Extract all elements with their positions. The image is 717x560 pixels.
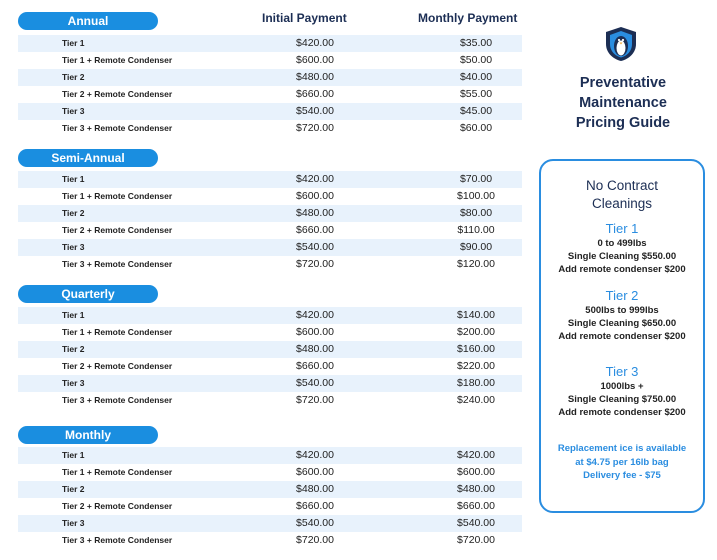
section-label-quarterly: Quarterly	[18, 285, 158, 303]
initial-payment: $720.00	[296, 122, 334, 134]
section-label-monthly: Monthly	[18, 426, 158, 444]
row-name: Tier 3	[62, 106, 85, 116]
tier-2-remote: Add remote condenser $200	[558, 331, 686, 342]
initial-payment: $720.00	[296, 534, 334, 546]
monthly-payment: $80.00	[459, 207, 493, 219]
pricing-table-quarterly	[18, 307, 522, 409]
table-row	[18, 375, 522, 392]
section-label-annual: Annual	[18, 12, 158, 30]
initial-payment: $540.00	[296, 517, 334, 529]
initial-payment: $660.00	[296, 224, 334, 236]
table-row	[18, 515, 522, 532]
monthly-payment: $240.00	[457, 394, 495, 406]
tier-1-remote: Add remote condenser $200	[558, 264, 686, 275]
tier-1-name: Tier 1	[605, 221, 639, 236]
row-name: Tier 2 + Remote Condenser	[62, 89, 173, 99]
card-heading-line-2: Cleanings	[591, 196, 653, 211]
card-heading	[541, 177, 703, 213]
initial-payment: $420.00	[296, 37, 334, 49]
tier-3-block	[541, 364, 703, 419]
initial-payment: $480.00	[296, 71, 334, 83]
initial-payment: $420.00	[296, 449, 334, 461]
tier-2-single: Single Cleaning $650.00	[567, 318, 677, 329]
table-row	[18, 392, 522, 409]
penguin-shield-icon	[604, 26, 638, 62]
table-row	[18, 188, 522, 205]
tier-1-block	[541, 221, 703, 276]
table-row	[18, 103, 522, 120]
tier-2-name: Tier 2	[605, 288, 639, 303]
title-line-3: Pricing Guide	[575, 115, 671, 131]
row-name: Tier 2	[62, 208, 85, 218]
tier-3-remote: Add remote condenser $200	[558, 407, 686, 418]
table-row	[18, 532, 522, 549]
title-line-1: Preventative	[579, 75, 667, 91]
row-name: Tier 2	[62, 344, 85, 354]
initial-payment-header: Initial Payment	[262, 11, 347, 25]
row-name: Tier 2	[62, 72, 85, 82]
row-name: Tier 1 + Remote Condenser	[62, 467, 173, 477]
row-name: Tier 2	[62, 484, 85, 494]
title-line-2: Maintenance	[579, 95, 667, 111]
row-name: Tier 2 + Remote Condenser	[62, 501, 173, 511]
table-row	[18, 69, 522, 86]
initial-payment: $720.00	[296, 394, 334, 406]
monthly-payment: $40.00	[459, 71, 493, 83]
monthly-payment: $160.00	[457, 343, 495, 355]
table-row	[18, 239, 522, 256]
initial-payment: $600.00	[296, 190, 334, 202]
row-name: Tier 1 + Remote Condenser	[62, 55, 173, 65]
table-row	[18, 341, 522, 358]
tier-1-range: 0 to 499lbs	[597, 238, 647, 249]
monthly-payment: $70.00	[459, 173, 493, 185]
table-row	[18, 481, 522, 498]
monthly-payment: $110.00	[457, 224, 495, 236]
initial-payment: $540.00	[296, 377, 334, 389]
monthly-payment: $90.00	[459, 241, 493, 253]
row-name: Tier 2 + Remote Condenser	[62, 361, 173, 371]
monthly-payment: $180.00	[457, 377, 495, 389]
table-row	[18, 498, 522, 515]
row-name: Tier 3	[62, 378, 85, 388]
initial-payment: $660.00	[296, 500, 334, 512]
row-name: Tier 1	[62, 310, 85, 320]
row-name: Tier 3	[62, 242, 85, 252]
table-row	[18, 464, 522, 481]
note-line-1: Replacement ice is available	[557, 443, 687, 454]
initial-payment: $660.00	[296, 88, 334, 100]
tier-3-range: 1000lbs +	[600, 381, 644, 392]
monthly-payment: $45.00	[459, 105, 493, 117]
initial-payment: $660.00	[296, 360, 334, 372]
pricing-table-monthly	[18, 447, 522, 549]
table-row	[18, 35, 522, 52]
initial-payment: $540.00	[296, 105, 334, 117]
section-label-semi-annual: Semi-Annual	[18, 149, 158, 167]
initial-payment: $600.00	[296, 326, 334, 338]
initial-payment: $480.00	[296, 343, 334, 355]
initial-payment: $420.00	[296, 173, 334, 185]
row-name: Tier 2 + Remote Condenser	[62, 225, 173, 235]
initial-payment: $600.00	[296, 54, 334, 66]
card-heading-line-1: No Contract	[585, 178, 659, 193]
table-row	[18, 86, 522, 103]
no-contract-card	[539, 159, 705, 513]
initial-payment: $720.00	[296, 258, 334, 270]
table-row	[18, 256, 522, 273]
tier-3-name: Tier 3	[605, 364, 639, 379]
table-row	[18, 52, 522, 69]
initial-payment: $540.00	[296, 241, 334, 253]
table-row	[18, 447, 522, 464]
row-name: Tier 3 + Remote Condenser	[62, 123, 173, 133]
monthly-payment: $100.00	[457, 190, 495, 202]
initial-payment: $480.00	[296, 207, 334, 219]
tier-2-block	[541, 288, 703, 343]
pricing-table-semi-annual	[18, 171, 522, 273]
tier-3-single: Single Cleaning $750.00	[567, 394, 677, 405]
monthly-payment-header: Monthly Payment	[418, 11, 518, 25]
monthly-payment: $50.00	[459, 54, 493, 66]
table-row	[18, 222, 522, 239]
monthly-payment: $420.00	[457, 449, 495, 461]
note-line-3: Delivery fee - $75	[583, 470, 661, 481]
row-name: Tier 3 + Remote Condenser	[62, 259, 173, 269]
monthly-payment: $600.00	[457, 466, 495, 478]
row-name: Tier 3	[62, 518, 85, 528]
monthly-payment: $200.00	[457, 326, 495, 338]
note-line-2: at $4.75 per 16lb bag	[575, 456, 669, 468]
monthly-payment: $120.00	[457, 258, 495, 270]
row-name: Tier 1	[62, 38, 85, 48]
monthly-payment: $220.00	[457, 360, 495, 372]
replacement-ice-note	[541, 442, 703, 483]
row-name: Tier 1	[62, 450, 85, 460]
monthly-payment: $660.00	[457, 500, 495, 512]
monthly-payment: $140.00	[457, 309, 495, 321]
monthly-payment: $540.00	[457, 517, 495, 529]
table-row	[18, 307, 522, 324]
row-name: Tier 1 + Remote Condenser	[62, 327, 173, 337]
table-row	[18, 205, 522, 222]
table-row	[18, 324, 522, 341]
row-name: Tier 1	[62, 174, 85, 184]
row-name: Tier 1 + Remote Condenser	[62, 191, 173, 201]
monthly-payment: $720.00	[457, 534, 495, 546]
row-name: Tier 3 + Remote Condenser	[62, 535, 173, 545]
initial-payment: $480.00	[296, 483, 334, 495]
page-title	[552, 73, 694, 133]
table-row	[18, 120, 522, 137]
monthly-payment: $480.00	[457, 483, 495, 495]
monthly-payment: $35.00	[459, 37, 493, 49]
initial-payment: $600.00	[296, 466, 334, 478]
initial-payment: $420.00	[296, 309, 334, 321]
pricing-table-annual	[18, 35, 522, 137]
tier-2-range: 500lbs to 999lbs	[585, 305, 659, 316]
tier-1-single: Single Cleaning $550.00	[567, 251, 677, 262]
monthly-payment: $60.00	[459, 122, 493, 134]
row-name: Tier 3 + Remote Condenser	[62, 395, 173, 405]
table-row	[18, 171, 522, 188]
monthly-payment: $55.00	[459, 88, 493, 100]
table-row	[18, 358, 522, 375]
